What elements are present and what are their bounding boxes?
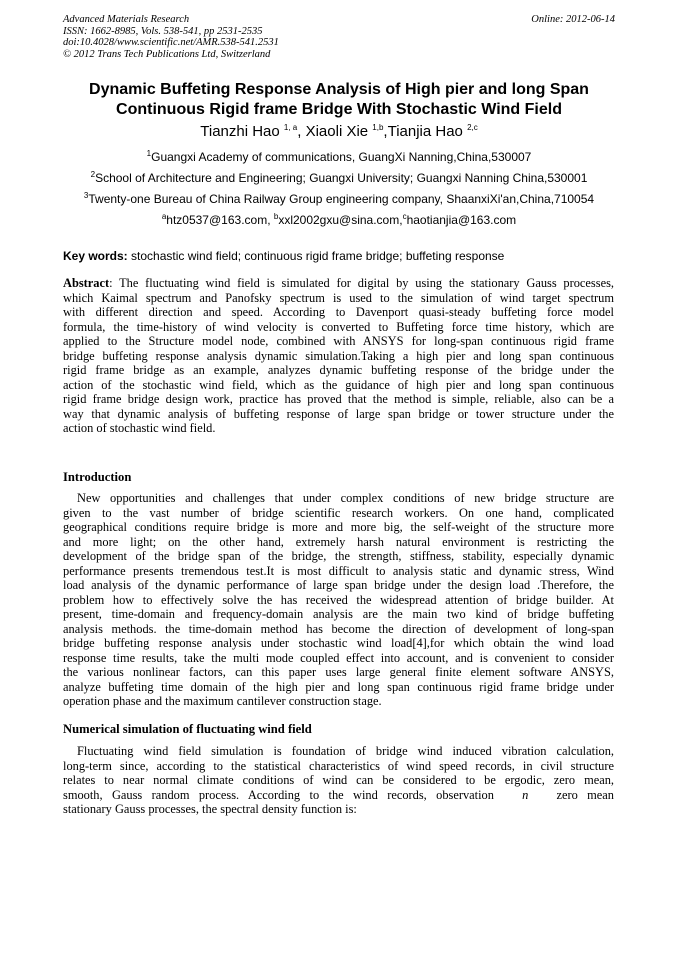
email-sup: a [161,212,167,221]
line-text: zero mean [556,787,615,802]
aff-text: Guangxi Academy of communications, GuangXi Nanning,China,530007 [151,150,532,164]
copyright: © 2012 Trans Tech Publications Ltd, Switzerland [63,48,271,60]
email[interactable]: htz0537@163.com, [166,213,274,227]
affiliation [40,150,638,164]
aff-sup: 2 [90,170,96,179]
author: ,Tianjia Hao [383,123,468,140]
line-text: : The fluctuating wind field is simulated for digital by using the stationary Gauss processes, [109,276,614,290]
text-line: operation phase and the maximum cantilever construction stage. [63,694,382,708]
text-line: way that dynamic analysis of buffeting response of large span bridge or tower structure under the [63,406,614,421]
introduction-body [63,491,614,709]
emails [40,213,638,227]
author: , Xiaoli Xie [297,123,373,140]
text-line: New opportunities and challenges that under complex conditions of new bridge structure are [77,491,614,505]
text-line: present, time-domain and frequency-domain analysis are the main two kind of bridge buffeting [63,607,614,621]
affiliation [40,171,638,185]
text-line: with different direction and speed. According to Davenport quasi-steady buffeting force model [63,305,614,319]
keywords [63,249,504,263]
journal-name: Advanced Materials Research [63,14,190,25]
title-line: Continuous Rigid frame Bridge With Stochastic Wind Field [116,101,562,118]
numerical-body [63,744,614,817]
text-line [63,276,614,291]
text-line: performance presents tremendous test.It is most difficult to analysis static and dynamic stress, Wind [63,563,614,578]
text-line: action of stochastic wind field. [63,421,216,435]
keywords-text: stochastic wind field; continuous rigid frame bridge; buffeting response [127,249,505,263]
aff-sup: 3 [83,191,89,200]
aff-text: Twenty-one Bureau of China Railway Group engineering company, ShaanxiXi'an,China,710054 [88,192,595,206]
text-line: problem how to effectively solve the has received the widespread attention of bridge builder. At [63,592,614,607]
paper-title [40,80,638,120]
online-date: Online: 2012-06-14 [531,14,615,25]
text-line [63,788,614,803]
text-line: rigid frame bridge design work, practice has proved that the method is simple, reliable, also can be a [63,392,614,406]
abstract [63,276,614,436]
text-line: load analysis of the dynamic performance of large span bridge under the design load .Therefore, the [63,578,614,592]
text-line: stationary Gauss processes, the spectral density function is: [63,802,357,816]
text-line: which Kaimal spectrum and Panofsky spectrum is used to the simulation of wind target spectrum [63,290,614,305]
text-line: analysis methods. the time-domain method has become the direction of development of long-span [63,621,614,636]
journal-header [63,14,279,60]
keywords-label: Key words: [63,249,128,263]
text-line: given to the vast number of bridge scientific research workers. On one hand, complicated [63,505,614,520]
text-line: geographical conditions require bridge is more and more big, the self-weight of the structure more [63,520,614,534]
author-sup: 1,b [372,123,384,132]
text-line: long-term since, according to the statistical characteristics of wind speed records, in civil structure [63,758,614,773]
aff-text: School of Architecture and Engineering; Guangxi University; Guangxi Nanning China,530001 [95,171,588,185]
text-line: bridge buffeting response analysis dynamic simulation.Taking a high pier and long span continuous [63,348,614,363]
text-line: formula, the time-history of wind velocity is converted to Buffeting force time history, which are [63,319,614,334]
text-line: applied to the Structure model node, combined with ANSYS for long-span continuous rigid frame [63,334,614,348]
text-line: development of the bridge span of the bridge, the strength, stiffness, stability, especially dynamic [63,549,614,563]
text-line: rigid frame bridge as an example, analyzes dynamic buffeting response of the bridge under the [63,363,614,377]
aff-sup: 1 [146,149,152,158]
text-line: action of the stochastic wind field, which as the guidance of high pier and long span continuous [63,377,614,392]
title-line: Dynamic Buffeting Response Analysis of High pier and long Span [89,81,589,98]
email[interactable]: haotianjia@163.com [406,213,517,227]
affiliation [40,192,638,206]
email[interactable]: xxl2002gxu@sina.com, [278,213,403,227]
text-line: and more light; on the other hand, extremely harsh natural environment is restricting the [63,534,614,549]
doi: doi:10.4028/www.scientific.net/AMR.538-541.2531 [63,37,279,48]
text-line: relates to near normal climate conditions of wind can be considered to be ergodic, zero mean, [63,773,614,787]
section-heading-numerical: Numerical simulation of fluctuating wind field [63,722,312,736]
author: Tianzhi Hao [200,123,284,140]
text-line: response time results, take the multi mode coupled effect into account, and is convenient to consider [63,650,614,665]
text-line: the various nonlinear factors, can this paper uses large general finite element software ANSYS, [63,665,614,679]
text-line: analyze buffeting time domain of the high pier and long span continuous rigid frame bridge under [63,679,614,694]
text-line: Fluctuating wind field simulation is foundation of bridge wind induced vibration calculation, [77,744,614,758]
email-sup: c [402,212,407,221]
email-sup: b [273,212,279,221]
abstract-label: Abstract [63,276,110,290]
author-sup: 2,c [467,123,478,132]
line-text: smooth, Gauss random process. According to the wind records, observation [63,787,494,802]
math-variable: n [522,787,529,802]
text-line: bridge buffeting response analysis under stochastic wind load[4],for which obtain the wind load [63,636,614,650]
section-heading-introduction: Introduction [63,470,132,484]
authors [40,123,638,140]
issn: ISSN: 1662-8985, Vols. 538-541, pp 2531-2535 [63,25,263,37]
author-sup: 1, a [283,123,298,132]
